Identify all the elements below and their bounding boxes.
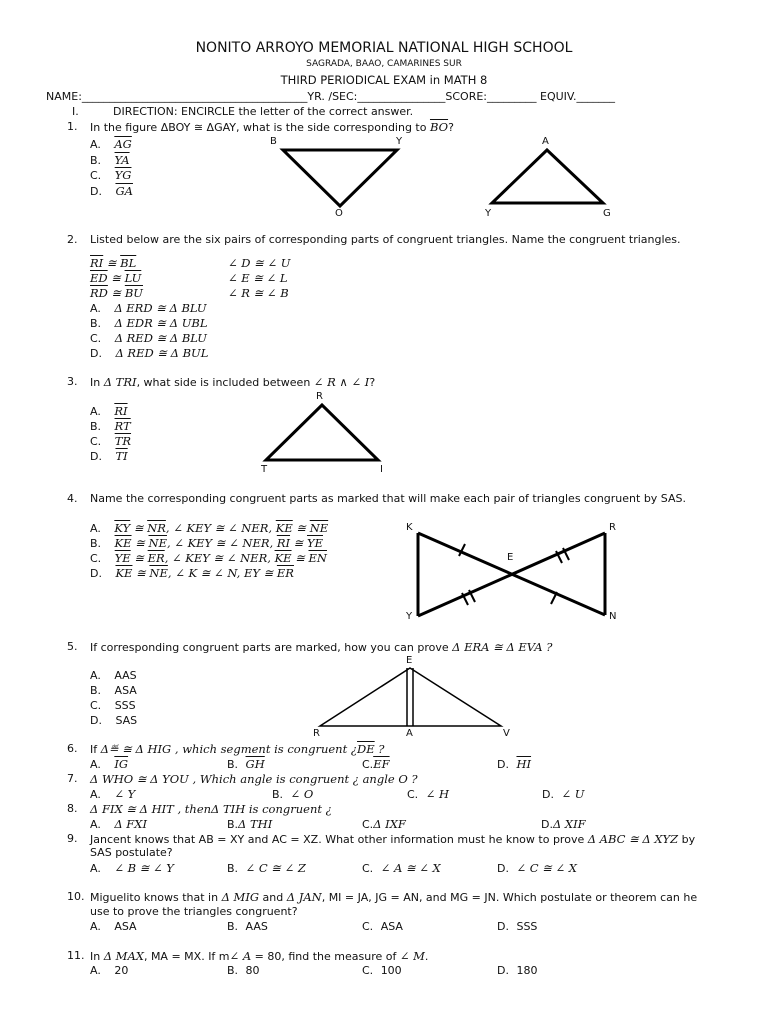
q1-choice-c[interactable]: C. $\overline{YG}$	[90, 168, 132, 182]
exam-title: THIRD PERIODICAL EXAM in MATH 8	[280, 73, 488, 87]
q6-choice-a[interactable]: A. $\overline{IG}$	[90, 757, 129, 771]
q8-choice-d[interactable]: D.Δ XIF	[541, 817, 586, 831]
q1-fig2-label-y: Y	[485, 208, 492, 219]
q9-choice-b[interactable]: B. ∠ C ≅ ∠ Z	[227, 861, 306, 875]
q2-side-pair-1: $\overline{RI}$ ≅ $\overline{BL}$	[90, 256, 137, 270]
q6-choice-c[interactable]: $C.\overline{EF}$	[362, 757, 390, 771]
q8-choice-b[interactable]: B.Δ THI	[227, 817, 273, 831]
q2-choice-b[interactable]: B. Δ EDR ≅ Δ UBL	[90, 316, 208, 330]
q1-number: 1.	[67, 120, 78, 133]
q4-choice-b[interactable]: B. $\overline{KE}$ ≅ $\overline{NE}$, ∠ KEY ≅ ∠ NER, $\overline{RI}$ ≅ $\overline{YE}$	[90, 536, 323, 550]
q6-number: 6.	[67, 742, 78, 755]
q8-text: Δ FIX ≅ Δ HIT , thenΔ TIH is congruent ¿	[90, 802, 332, 816]
q9-number: 9.	[67, 832, 78, 845]
q2-number: 2.	[67, 233, 78, 246]
q10-number: 10.	[67, 890, 85, 903]
q2-side-pair-3: $\overline{RD}$ ≅ $\overline{BU}$	[90, 286, 143, 300]
q3-label-i: I	[380, 464, 383, 475]
q1-choice-b[interactable]: B. $\overline{YA}$	[90, 153, 130, 167]
q1-text: In the figure ΔBOY ≅ ΔGAY, what is the side corresponding to $\overline{BO}$?	[90, 120, 454, 134]
q10-choice-a[interactable]: A. ASA	[90, 920, 137, 933]
q7-text: Δ WHO ≅ Δ YOU , Which angle is congruent ¿ angle O ?	[90, 772, 418, 786]
q10-choice-c[interactable]: C. ASA	[362, 920, 403, 933]
q5-choice-d[interactable]: D. SAS	[90, 714, 138, 727]
direction-text: DIRECTION: ENCIRCLE the letter of the correct answer.	[113, 105, 414, 118]
q9-choice-c[interactable]: C. ∠ A ≅ ∠ X	[362, 861, 441, 875]
q2-choice-d[interactable]: D. Δ RED ≅ Δ BUL	[90, 346, 209, 360]
q5-choice-a[interactable]: A. AAS	[90, 669, 137, 682]
q3-label-r: R	[316, 391, 323, 402]
q11-text: In Δ MAX, MA = MX. If m∠ A = 80, find the measure of ∠ M.	[90, 949, 429, 963]
section-number: I.	[72, 105, 79, 118]
q4-choice-a[interactable]: A. $\overline{KY}$ ≅ $\overline{NR}$, ∠ KEY ≅ ∠ NER, $\overline{KE}$ ≅ $\overline{NE}$	[90, 521, 329, 535]
q9-text-line2: SAS postulate?	[90, 846, 173, 859]
q3-label-t: T	[261, 464, 268, 475]
q11-number: 11.	[67, 949, 85, 962]
q7-choice-c[interactable]: C. ∠ H	[407, 787, 450, 801]
q3-choice-c[interactable]: C. $\overline{TR}$	[90, 434, 132, 448]
q1-fig2-label-a: A	[542, 136, 549, 147]
q5-choice-b[interactable]: B. ASA	[90, 684, 137, 697]
q9-choice-a[interactable]: A. ∠ B ≅ ∠ Y	[90, 861, 174, 875]
q3-text: In Δ TRI, what side is included between ∠ R ∧ ∠ I?	[90, 375, 376, 389]
q3-choice-b[interactable]: B. $\overline{RT}$	[90, 419, 131, 433]
q2-angle-pair-2: ∠ E ≅ ∠ L	[228, 271, 288, 285]
q3-choice-d[interactable]: D. $\overline{TI}$	[90, 449, 128, 463]
q5-label-a: A	[406, 728, 413, 739]
q10-text: Miguelito knows that in Δ MIG and Δ JAN, MI = JA, JG = AN, and MG = JN. Which postulate or theorem can he	[90, 890, 698, 904]
q2-choice-c[interactable]: C. Δ RED ≅ Δ BLU	[90, 331, 207, 345]
q9-choice-d[interactable]: D. ∠ C ≅ ∠ X	[497, 861, 577, 875]
q8-choice-a[interactable]: A. Δ FXI	[90, 817, 147, 831]
q5-label-r: R	[313, 728, 320, 739]
q7-choice-d[interactable]: D. ∠ U	[542, 787, 585, 801]
q4-label-e: E	[507, 552, 514, 563]
q4-text: Name the corresponding congruent parts as marked that will make each pair of triangles congruent by SAS.	[90, 492, 686, 505]
school-address: SAGRADA, BAAO, CAMARINES SUR	[306, 59, 462, 69]
q1-choice-a[interactable]: A. $\overline{AG}$	[90, 137, 132, 151]
q11-choice-a[interactable]: A. 20	[90, 964, 129, 977]
q8-number: 8.	[67, 802, 78, 815]
school-name: NONITO ARROYO MEMORIAL NATIONAL HIGH SCHOOL	[195, 40, 573, 56]
q11-choice-b[interactable]: B. 80	[227, 964, 260, 977]
q10-text-line2: use to prove the triangles congruent?	[90, 905, 298, 918]
q1-fig1-label-o: O	[335, 208, 343, 219]
q1-fig1-label-b: B	[270, 136, 277, 147]
q7-choice-b[interactable]: B. ∠ O	[272, 787, 314, 801]
q3-choice-a[interactable]: A. $\overline{RI}$	[90, 404, 128, 418]
student-info-fields: NAME:_________________________________________YR. /SEC:________________SCORE:_________ EQUIV._______	[46, 90, 616, 103]
q5-number: 5.	[67, 640, 78, 653]
q2-angle-pair-3: ∠ R ≅ ∠ B	[228, 286, 289, 300]
q6-choice-d[interactable]: D. $\overline{HI}$	[497, 757, 532, 771]
q5-label-v: V	[503, 728, 510, 739]
q2-text: Listed below are the six pairs of corresponding parts of congruent triangles. Name the congruent triangles.	[90, 233, 681, 246]
q4-label-k: K	[406, 522, 413, 533]
q4-number: 4.	[67, 492, 78, 505]
q2-side-pair-2: $\overline{ED}$ ≅ $\overline{LU}$	[90, 271, 142, 285]
q1-fig2-label-g: G	[603, 208, 611, 219]
q4-choice-c[interactable]: C. $\overline{YE}$ ≅ $\overline{ER}$, ∠ KEY ≅ ∠ NER, $\overline{KE}$ ≅ $\overline{EN}$	[90, 551, 327, 565]
q4-label-n: N	[609, 611, 617, 622]
q5-text: If corresponding congruent parts are marked, how you can prove Δ ERA ≅ Δ EVA ?	[90, 640, 553, 654]
q1-fig1-label-y: Y	[396, 136, 403, 147]
q3-number: 3.	[67, 375, 78, 388]
q8-choice-c[interactable]: C.Δ IXF	[362, 817, 406, 831]
q7-number: 7.	[67, 772, 78, 785]
q7-choice-a[interactable]: A. ∠ Y	[90, 787, 136, 801]
q11-choice-c[interactable]: C. 100	[362, 964, 402, 977]
q10-choice-d[interactable]: D. SSS	[497, 920, 538, 933]
q2-angle-pair-1: ∠ D ≅ ∠ U	[228, 256, 291, 270]
q10-choice-b[interactable]: B. AAS	[227, 920, 268, 933]
q6-text: If Δ≝ ≅ Δ HIG , which segment is congruent ¿$\overline{DE}$ ?	[90, 742, 385, 756]
q5-choice-c[interactable]: C. SSS	[90, 699, 136, 712]
q4-label-r: R	[609, 522, 616, 533]
q1-choice-d[interactable]: D. $\overline{GA}$	[90, 184, 133, 198]
q4-label-y: Y	[406, 611, 413, 622]
q6-choice-b[interactable]: B. $\overline{GH}$	[227, 757, 265, 771]
q4-choice-d[interactable]: D. $\overline{KE}$ ≅ $\overline{NE}$, ∠ K ≅ ∠ N, EY ≅ $\overline{ER}$	[90, 566, 294, 580]
q2-choice-a[interactable]: A. Δ ERD ≅ Δ BLU	[90, 301, 207, 315]
q5-label-e: E	[406, 655, 413, 666]
q11-choice-d[interactable]: D. 180	[497, 964, 538, 977]
q9-text: Jancent knows that AB = XY and AC = XZ. What other information must he know to prove Δ ABC ≅ Δ XYZ by	[90, 832, 696, 846]
